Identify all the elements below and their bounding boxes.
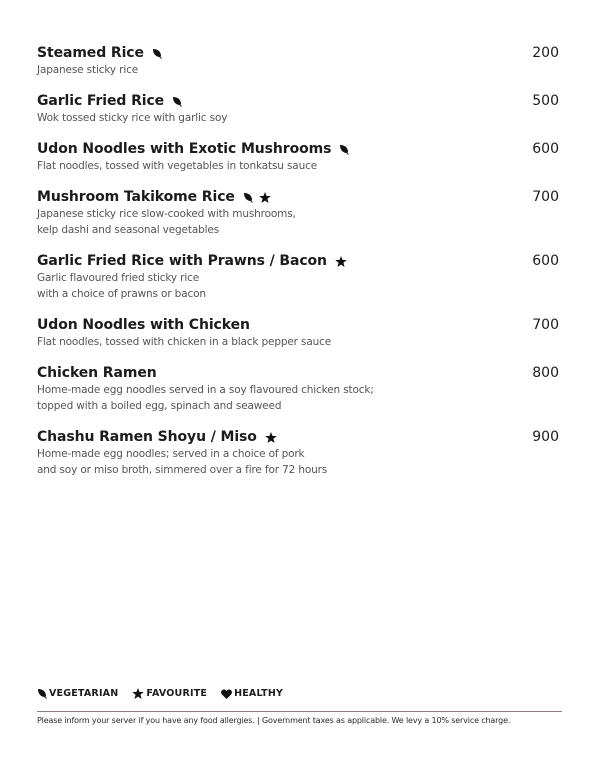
- menu-item-name: Steamed Rice: [37, 45, 144, 61]
- menu-item-description: kelp dashi and seasonal vegetables: [37, 224, 220, 236]
- leaf-icon: [243, 192, 253, 203]
- menu-item-price: 700: [532, 189, 559, 205]
- menu-item-description: Japanese sticky rice: [37, 64, 139, 76]
- menu-item-description: Home-made egg noodles served in a soy flavoured chicken stock;: [37, 384, 374, 396]
- menu-item-name: Chicken Ramen: [37, 365, 157, 381]
- menu-item: [37, 188, 561, 238]
- menu-item: [37, 44, 561, 78]
- menu-item-name: Garlic Fried Rice with Prawns / Bacon: [37, 253, 327, 269]
- menu-item-name: Udon Noodles with Exotic Mushrooms: [37, 141, 332, 157]
- heart-icon: [221, 689, 232, 699]
- menu-item-icons: [172, 96, 182, 107]
- menu-item: [37, 252, 561, 302]
- leaf-icon: [37, 688, 47, 699]
- legend-favourite: [132, 688, 207, 699]
- menu-item-price: 800: [532, 365, 559, 381]
- menu-item-description: Home-made egg noodles; served in a choice of pork: [37, 448, 305, 460]
- menu-list: [37, 44, 561, 492]
- menu-item-price: 900: [532, 429, 559, 445]
- menu-item-description: and soy or miso broth, simmered over a fire for 72 hours: [37, 464, 328, 476]
- menu-item-header: [37, 364, 561, 382]
- menu-item-header: [37, 316, 561, 334]
- legend-healthy-label: HEALTHY: [234, 688, 284, 699]
- menu-item-description: Flat noodles, tossed with vegetables in tonkatsu sauce: [37, 160, 318, 172]
- menu-item-icons: [265, 432, 277, 443]
- menu-item-header: [37, 252, 561, 270]
- menu-item-price: 600: [532, 253, 559, 269]
- menu-item: [37, 428, 561, 478]
- menu-item-icons: [339, 144, 349, 155]
- star-icon: [335, 256, 347, 267]
- menu-item-header: [37, 188, 561, 206]
- menu-item-description: topped with a boiled egg, spinach and seaweed: [37, 400, 282, 412]
- menu-item-icons: [243, 192, 271, 203]
- menu-item-name: Chashu Ramen Shoyu / Miso: [37, 429, 257, 445]
- leaf-icon: [172, 96, 182, 107]
- menu-item-price: 200: [532, 45, 559, 61]
- footer-note: Please inform your server if you have any food allergies. | Government taxes as applicable. We levy a 10% service charge.: [37, 716, 511, 725]
- star-icon: [265, 432, 277, 443]
- legend-favourite-label: FAVOURITE: [146, 688, 208, 699]
- menu-item-description: Garlic flavoured fried sticky rice: [37, 272, 200, 284]
- menu-item-description: Japanese sticky rice slow-cooked with mushrooms,: [37, 208, 296, 220]
- legend-vegetarian: [37, 688, 118, 699]
- menu-item-description: with a choice of prawns or bacon: [37, 288, 206, 300]
- leaf-icon: [152, 48, 162, 59]
- legend: [37, 688, 283, 699]
- menu-item-name: Udon Noodles with Chicken: [37, 317, 250, 333]
- menu-item-price: 700: [532, 317, 559, 333]
- menu-item: [37, 92, 561, 126]
- menu-item-icons: [152, 48, 162, 59]
- legend-healthy: [221, 688, 283, 699]
- menu-item-description: Wok tossed sticky rice with garlic soy: [37, 112, 228, 124]
- menu-item-header: [37, 92, 561, 110]
- star-icon: [132, 688, 144, 699]
- star-icon: [259, 192, 271, 203]
- menu-item-name: Mushroom Takikome Rice: [37, 189, 235, 205]
- menu-item-price: 600: [532, 141, 559, 157]
- menu-item-header: [37, 44, 561, 62]
- menu-item: [37, 316, 561, 350]
- menu-item-icons: [335, 256, 347, 267]
- legend-vegetarian-label: VEGETARIAN: [49, 688, 119, 699]
- menu-item: [37, 364, 561, 414]
- menu-item-description: Flat noodles, tossed with chicken in a black pepper sauce: [37, 336, 332, 348]
- footer-divider: [37, 711, 562, 712]
- menu-item-name: Garlic Fried Rice: [37, 93, 165, 109]
- menu-item: [37, 140, 561, 174]
- menu-item-header: [37, 428, 561, 446]
- menu-item-price: 500: [532, 93, 559, 109]
- menu-item-header: [37, 140, 561, 158]
- leaf-icon: [339, 144, 349, 155]
